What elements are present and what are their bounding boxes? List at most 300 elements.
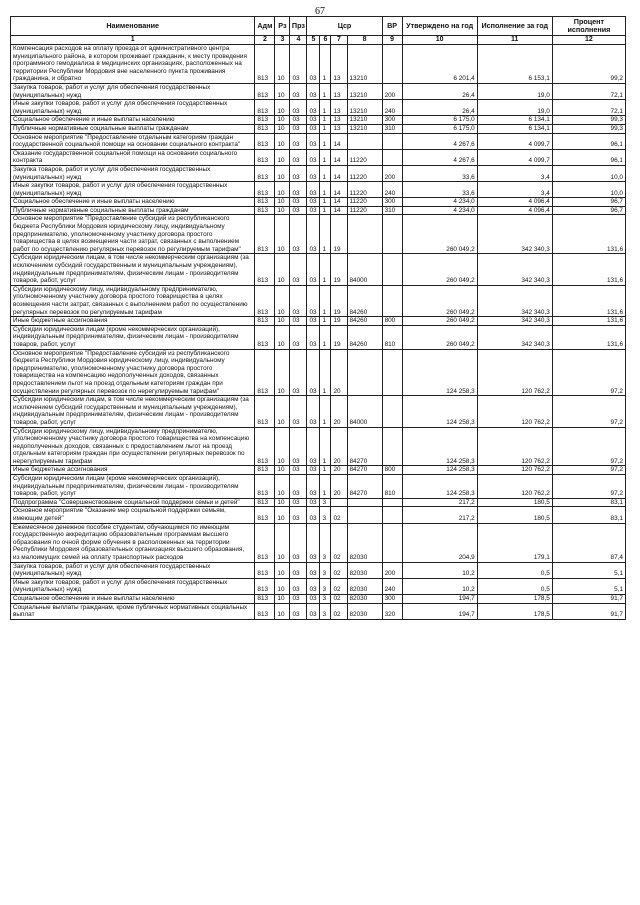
csr-program-code: 03 bbox=[307, 317, 320, 326]
adm-code: 813 bbox=[255, 475, 275, 499]
approved-amount: 10,2 bbox=[402, 562, 477, 578]
csr-subprogram-code: 1 bbox=[320, 285, 331, 316]
rz-code: 10 bbox=[275, 116, 290, 125]
csr-direction-code: 82030 bbox=[347, 562, 382, 578]
vr-code bbox=[382, 149, 402, 165]
csr-event-code bbox=[331, 498, 347, 507]
csr-program-code: 03 bbox=[307, 100, 320, 116]
adm-code: 813 bbox=[255, 603, 275, 619]
row-name: Субсидии юридическому лицу, индивидуальному предпринимателю, уполномоченному участнику договора простого товарищества в целях возмещения части затрат, связанных с выполнением работ по осуществлению регулярных перевозок по регулируемым тарифам bbox=[11, 285, 255, 316]
csr-direction-code bbox=[347, 215, 382, 254]
execution-percent: 96,1 bbox=[552, 149, 625, 165]
rz-code: 10 bbox=[275, 215, 290, 254]
approved-amount: 4 267,6 bbox=[402, 149, 477, 165]
vr-code bbox=[382, 45, 402, 84]
adm-code: 813 bbox=[255, 206, 275, 215]
csr-direction-code bbox=[347, 498, 382, 507]
adm-code: 813 bbox=[255, 317, 275, 326]
vr-code bbox=[382, 215, 402, 254]
csr-event-code: 20 bbox=[331, 349, 347, 396]
adm-code: 813 bbox=[255, 100, 275, 116]
vr-code: 810 bbox=[382, 325, 402, 349]
csr-subprogram-code: 1 bbox=[320, 182, 331, 198]
adm-code: 813 bbox=[255, 507, 275, 523]
row-name: Иные закупки товаров, работ и услуг для обеспечения государственных (муниципальных) нужд bbox=[11, 578, 255, 594]
execution-percent: 131,6 bbox=[552, 215, 625, 254]
approved-amount: 4 267,6 bbox=[402, 133, 477, 149]
prz-code: 03 bbox=[290, 349, 307, 396]
csr-subprogram-code: 1 bbox=[320, 165, 331, 181]
prz-code: 03 bbox=[290, 100, 307, 116]
approved-amount: 194,7 bbox=[402, 594, 477, 603]
csr-direction-code: 11220 bbox=[347, 165, 382, 181]
row-name: Социальное обеспечение и иные выплаты населению bbox=[11, 198, 255, 207]
row-name: Основное мероприятие "Оказание мер социальной поддержки семьям, имеющим детей" bbox=[11, 507, 255, 523]
table-row bbox=[11, 523, 626, 562]
csr-event-code: 19 bbox=[331, 285, 347, 316]
approved-amount: 6 175,0 bbox=[402, 116, 477, 125]
adm-code: 813 bbox=[255, 165, 275, 181]
column-number: 6 bbox=[320, 36, 331, 45]
vr-code bbox=[382, 254, 402, 285]
executed-amount: 4 099,7 bbox=[477, 149, 552, 165]
row-name: Иные закупки товаров, работ и услуг для обеспечения государственных (муниципальных) нужд bbox=[11, 182, 255, 198]
csr-subprogram-code: 1 bbox=[320, 317, 331, 326]
execution-percent: 97,2 bbox=[552, 466, 625, 475]
row-name: Оказание государственной социальной помощи на основании социального контракта bbox=[11, 149, 255, 165]
adm-code: 813 bbox=[255, 182, 275, 198]
executed-amount: 120 762,2 bbox=[477, 349, 552, 396]
table-row bbox=[11, 594, 626, 603]
table-body bbox=[11, 45, 626, 620]
row-name: Основное мероприятие "Предоставление субсидий из республиканского бюджета Республики Мордовия юридическому лицу, индивидуальному предпринимателю, уполномоченному участнику договора простого товарищества в целях возмещения части затрат, связанных с выполнением работ по осуществлению регулярных перевозок по регулируемым тарифам" bbox=[11, 215, 255, 254]
prz-code: 03 bbox=[290, 182, 307, 198]
adm-code: 813 bbox=[255, 45, 275, 84]
header-row bbox=[11, 17, 626, 36]
vr-code bbox=[382, 523, 402, 562]
header-adm: Адм bbox=[255, 17, 275, 36]
execution-percent: 96,1 bbox=[552, 133, 625, 149]
table-row bbox=[11, 325, 626, 349]
adm-code: 813 bbox=[255, 396, 275, 427]
csr-event-code: 19 bbox=[331, 254, 347, 285]
approved-amount: 6 201,4 bbox=[402, 45, 477, 84]
executed-amount: 180,5 bbox=[477, 507, 552, 523]
row-name: Основное мероприятие "Предоставление отдельным категориям граждан государственной социальной помощи на основании социального контракта" bbox=[11, 133, 255, 149]
executed-amount: 120 762,2 bbox=[477, 475, 552, 499]
csr-direction-code: 82030 bbox=[347, 594, 382, 603]
execution-percent: 5,1 bbox=[552, 562, 625, 578]
executed-amount: 179,1 bbox=[477, 523, 552, 562]
prz-code: 03 bbox=[290, 254, 307, 285]
table-row bbox=[11, 45, 626, 84]
column-number: 10 bbox=[402, 36, 477, 45]
table-row bbox=[11, 83, 626, 99]
csr-subprogram-code: 3 bbox=[320, 507, 331, 523]
table-row bbox=[11, 165, 626, 181]
csr-program-code: 03 bbox=[307, 578, 320, 594]
executed-amount: 6 134,1 bbox=[477, 124, 552, 133]
vr-code: 300 bbox=[382, 594, 402, 603]
csr-event-code: 13 bbox=[331, 45, 347, 84]
prz-code: 03 bbox=[290, 562, 307, 578]
approved-amount: 217,2 bbox=[402, 507, 477, 523]
executed-amount: 0,5 bbox=[477, 578, 552, 594]
csr-event-code: 14 bbox=[331, 198, 347, 207]
prz-code: 03 bbox=[290, 116, 307, 125]
execution-percent: 97,2 bbox=[552, 427, 625, 466]
vr-code: 300 bbox=[382, 116, 402, 125]
adm-code: 813 bbox=[255, 578, 275, 594]
rz-code: 10 bbox=[275, 396, 290, 427]
column-number: 2 bbox=[255, 36, 275, 45]
csr-subprogram-code: 1 bbox=[320, 349, 331, 396]
csr-event-code: 02 bbox=[331, 507, 347, 523]
column-number: 7 bbox=[331, 36, 347, 45]
csr-event-code: 14 bbox=[331, 182, 347, 198]
execution-percent: 83,1 bbox=[552, 507, 625, 523]
executed-amount: 178,5 bbox=[477, 594, 552, 603]
csr-subprogram-code: 3 bbox=[320, 498, 331, 507]
table-row bbox=[11, 603, 626, 619]
rz-code: 10 bbox=[275, 133, 290, 149]
csr-subprogram-code: 1 bbox=[320, 100, 331, 116]
csr-direction-code: 13210 bbox=[347, 45, 382, 84]
csr-event-code: 13 bbox=[331, 83, 347, 99]
header-executed: Исполнение за год bbox=[477, 17, 552, 36]
rz-code: 10 bbox=[275, 523, 290, 562]
executed-amount: 342 340,3 bbox=[477, 325, 552, 349]
csr-subprogram-code: 1 bbox=[320, 198, 331, 207]
execution-percent: 97,2 bbox=[552, 475, 625, 499]
execution-percent: 131,6 bbox=[552, 285, 625, 316]
vr-code: 240 bbox=[382, 182, 402, 198]
csr-subprogram-code: 1 bbox=[320, 149, 331, 165]
rz-code: 10 bbox=[275, 349, 290, 396]
prz-code: 03 bbox=[290, 523, 307, 562]
rz-code: 10 bbox=[275, 498, 290, 507]
prz-code: 03 bbox=[290, 285, 307, 316]
rz-code: 10 bbox=[275, 149, 290, 165]
column-number: 5 bbox=[307, 36, 320, 45]
csr-event-code: 14 bbox=[331, 165, 347, 181]
header-rz: Рз bbox=[275, 17, 290, 36]
csr-direction-code: 82030 bbox=[347, 578, 382, 594]
row-name: Иные бюджетные ассигнования bbox=[11, 317, 255, 326]
approved-amount: 260 049,2 bbox=[402, 285, 477, 316]
column-number: 12 bbox=[552, 36, 625, 45]
executed-amount: 4 099,7 bbox=[477, 133, 552, 149]
csr-program-code: 03 bbox=[307, 165, 320, 181]
rz-code: 10 bbox=[275, 254, 290, 285]
csr-direction-code bbox=[347, 133, 382, 149]
executed-amount: 178,5 bbox=[477, 603, 552, 619]
column-number: 4 bbox=[290, 36, 307, 45]
prz-code: 03 bbox=[290, 124, 307, 133]
csr-program-code: 03 bbox=[307, 198, 320, 207]
prz-code: 03 bbox=[290, 427, 307, 466]
csr-program-code: 03 bbox=[307, 594, 320, 603]
vr-code: 300 bbox=[382, 198, 402, 207]
csr-program-code: 03 bbox=[307, 466, 320, 475]
rz-code: 10 bbox=[275, 198, 290, 207]
approved-amount: 33,6 bbox=[402, 182, 477, 198]
csr-program-code: 03 bbox=[307, 215, 320, 254]
execution-percent: 10,0 bbox=[552, 182, 625, 198]
row-name: Публичные нормативные социальные выплаты гражданам bbox=[11, 206, 255, 215]
prz-code: 03 bbox=[290, 165, 307, 181]
executed-amount: 120 762,2 bbox=[477, 466, 552, 475]
rz-code: 10 bbox=[275, 325, 290, 349]
adm-code: 813 bbox=[255, 83, 275, 99]
csr-event-code: 19 bbox=[331, 215, 347, 254]
approved-amount: 260 049,2 bbox=[402, 254, 477, 285]
approved-amount: 124 258,3 bbox=[402, 427, 477, 466]
vr-code: 800 bbox=[382, 317, 402, 326]
rz-code: 10 bbox=[275, 124, 290, 133]
row-name: Иные закупки товаров, работ и услуг для обеспечения государственных (муниципальных) нужд bbox=[11, 100, 255, 116]
csr-event-code: 19 bbox=[331, 317, 347, 326]
vr-code bbox=[382, 507, 402, 523]
csr-direction-code bbox=[347, 507, 382, 523]
csr-program-code: 03 bbox=[307, 475, 320, 499]
executed-amount: 19,0 bbox=[477, 100, 552, 116]
vr-code: 240 bbox=[382, 578, 402, 594]
prz-code: 03 bbox=[290, 475, 307, 499]
csr-program-code: 03 bbox=[307, 83, 320, 99]
csr-program-code: 03 bbox=[307, 206, 320, 215]
csr-event-code: 02 bbox=[331, 562, 347, 578]
header-vr: ВР bbox=[382, 17, 402, 36]
row-name: Субсидии юридическим лицам, в том числе некоммерческим организациям (за исключением субсидий государственным и муниципальным учреждениям), индивидуальным предпринимателям, физическим лицам - производителям товаров, работ, услуг bbox=[11, 254, 255, 285]
csr-event-code: 14 bbox=[331, 149, 347, 165]
csr-direction-code bbox=[347, 349, 382, 396]
executed-amount: 180,5 bbox=[477, 498, 552, 507]
rz-code: 10 bbox=[275, 603, 290, 619]
vr-code bbox=[382, 285, 402, 316]
approved-amount: 26,4 bbox=[402, 83, 477, 99]
execution-percent: 131,6 bbox=[552, 317, 625, 326]
csr-direction-code: 82030 bbox=[347, 603, 382, 619]
csr-subprogram-code: 3 bbox=[320, 562, 331, 578]
row-name: Субсидии юридическим лицам (кроме некоммерческих организаций), индивидуальным предпринимателям, физическим лицам - производителям товаров, работ, услуг bbox=[11, 475, 255, 499]
approved-amount: 217,2 bbox=[402, 498, 477, 507]
header-prz: Прз bbox=[290, 17, 307, 36]
csr-program-code: 03 bbox=[307, 349, 320, 396]
row-name: Субсидии юридическим лицам, в том числе некоммерческим организациям (за исключением субсидий государственным и муниципальным учреждениям), индивидуальным предпринимателям, физическим лицам - производителям товаров, работ, услуг bbox=[11, 396, 255, 427]
prz-code: 03 bbox=[290, 466, 307, 475]
prz-code: 03 bbox=[290, 206, 307, 215]
executed-amount: 0,5 bbox=[477, 562, 552, 578]
adm-code: 813 bbox=[255, 133, 275, 149]
csr-direction-code: 84270 bbox=[347, 475, 382, 499]
prz-code: 03 bbox=[290, 325, 307, 349]
executed-amount: 342 340,3 bbox=[477, 317, 552, 326]
approved-amount: 10,2 bbox=[402, 578, 477, 594]
csr-program-code: 03 bbox=[307, 285, 320, 316]
csr-event-code: 20 bbox=[331, 396, 347, 427]
column-number: 3 bbox=[275, 36, 290, 45]
table-row bbox=[11, 116, 626, 125]
csr-direction-code: 13210 bbox=[347, 124, 382, 133]
execution-percent: 83,1 bbox=[552, 498, 625, 507]
rz-code: 10 bbox=[275, 578, 290, 594]
prz-code: 03 bbox=[290, 45, 307, 84]
csr-direction-code: 84260 bbox=[347, 285, 382, 316]
approved-amount: 260 049,2 bbox=[402, 317, 477, 326]
row-name: Социальное обеспечение и иные выплаты населению bbox=[11, 116, 255, 125]
csr-event-code: 02 bbox=[331, 603, 347, 619]
csr-event-code: 20 bbox=[331, 427, 347, 466]
approved-amount: 204,9 bbox=[402, 523, 477, 562]
row-name: Субсидии юридическому лицу, индивидуальному предпринимателю, уполномоченному участнику договора простого товарищества на компенсацию недополученных доходов, связанных с предоставлением льгот на проезд отдельным категориям граждан при осуществлении регулярных перевозок по нерегулируемым тарифам bbox=[11, 427, 255, 466]
vr-code: 800 bbox=[382, 466, 402, 475]
row-name: Основное мероприятие "Предоставление субсидий из республиканского бюджета Республики Мордовия юридическому лицу, индивидуальному предпринимателю, уполномоченному участнику договора простого товарищества на компенсацию недополученных доходов, связанных предоставлением льгот на проезд отдельным категориям граждан при осуществлении регулярных перевозок по нерегулируемым тарифам" bbox=[11, 349, 255, 396]
approved-amount: 26,4 bbox=[402, 100, 477, 116]
table-row bbox=[11, 215, 626, 254]
adm-code: 813 bbox=[255, 215, 275, 254]
adm-code: 813 bbox=[255, 523, 275, 562]
csr-program-code: 03 bbox=[307, 116, 320, 125]
execution-percent: 99,2 bbox=[552, 45, 625, 84]
executed-amount: 342 340,3 bbox=[477, 285, 552, 316]
csr-event-code: 19 bbox=[331, 325, 347, 349]
rz-code: 10 bbox=[275, 466, 290, 475]
executed-amount: 342 340,3 bbox=[477, 215, 552, 254]
execution-percent: 10,0 bbox=[552, 165, 625, 181]
adm-code: 813 bbox=[255, 325, 275, 349]
rz-code: 10 bbox=[275, 427, 290, 466]
executed-amount: 4 096,4 bbox=[477, 198, 552, 207]
prz-code: 03 bbox=[290, 215, 307, 254]
csr-subprogram-code: 3 bbox=[320, 578, 331, 594]
csr-program-code: 03 bbox=[307, 325, 320, 349]
csr-subprogram-code: 3 bbox=[320, 603, 331, 619]
executed-amount: 120 762,2 bbox=[477, 396, 552, 427]
csr-event-code: 20 bbox=[331, 475, 347, 499]
execution-percent: 97,2 bbox=[552, 349, 625, 396]
rz-code: 10 bbox=[275, 285, 290, 316]
csr-subprogram-code: 1 bbox=[320, 215, 331, 254]
prz-code: 03 bbox=[290, 578, 307, 594]
csr-event-code: 20 bbox=[331, 466, 347, 475]
approved-amount: 124 258,3 bbox=[402, 349, 477, 396]
table-row bbox=[11, 254, 626, 285]
table-row bbox=[11, 498, 626, 507]
row-name: Закупка товаров, работ и услуг для обеспечения государственных (муниципальных) нужд bbox=[11, 562, 255, 578]
prz-code: 03 bbox=[290, 498, 307, 507]
prz-code: 03 bbox=[290, 594, 307, 603]
table-row bbox=[11, 285, 626, 316]
csr-subprogram-code: 1 bbox=[320, 475, 331, 499]
csr-program-code: 03 bbox=[307, 254, 320, 285]
vr-code: 320 bbox=[382, 603, 402, 619]
csr-program-code: 03 bbox=[307, 523, 320, 562]
execution-percent: 131,6 bbox=[552, 325, 625, 349]
header-approved: Утверждено на год bbox=[402, 17, 477, 36]
adm-code: 813 bbox=[255, 498, 275, 507]
adm-code: 813 bbox=[255, 254, 275, 285]
table-row bbox=[11, 427, 626, 466]
prz-code: 03 bbox=[290, 83, 307, 99]
approved-amount: 124 258,3 bbox=[402, 466, 477, 475]
csr-direction-code: 13210 bbox=[347, 116, 382, 125]
execution-percent: 96,7 bbox=[552, 198, 625, 207]
rz-code: 10 bbox=[275, 165, 290, 181]
prz-code: 03 bbox=[290, 317, 307, 326]
csr-subprogram-code: 1 bbox=[320, 124, 331, 133]
vr-code bbox=[382, 498, 402, 507]
executed-amount: 4 096,4 bbox=[477, 206, 552, 215]
csr-program-code: 03 bbox=[307, 182, 320, 198]
csr-direction-code: 84260 bbox=[347, 325, 382, 349]
approved-amount: 33,6 bbox=[402, 165, 477, 181]
execution-percent: 99,3 bbox=[552, 116, 625, 125]
header-csr: Цср bbox=[307, 17, 382, 36]
approved-amount: 4 234,0 bbox=[402, 206, 477, 215]
rz-code: 10 bbox=[275, 475, 290, 499]
column-number: 11 bbox=[477, 36, 552, 45]
adm-code: 813 bbox=[255, 124, 275, 133]
execution-percent: 131,6 bbox=[552, 254, 625, 285]
rz-code: 10 bbox=[275, 100, 290, 116]
adm-code: 813 bbox=[255, 562, 275, 578]
vr-code bbox=[382, 349, 402, 396]
csr-program-code: 03 bbox=[307, 427, 320, 466]
approved-amount: 6 175,0 bbox=[402, 124, 477, 133]
csr-subprogram-code: 1 bbox=[320, 83, 331, 99]
csr-direction-code: 11220 bbox=[347, 206, 382, 215]
table-row bbox=[11, 562, 626, 578]
csr-direction-code: 13210 bbox=[347, 100, 382, 116]
adm-code: 813 bbox=[255, 349, 275, 396]
rz-code: 10 bbox=[275, 83, 290, 99]
row-name: Подпрограмма "Совершенствование социальной поддержки семьи и детей" bbox=[11, 498, 255, 507]
csr-direction-code: 11220 bbox=[347, 149, 382, 165]
csr-subprogram-code: 1 bbox=[320, 254, 331, 285]
table-row bbox=[11, 578, 626, 594]
execution-percent: 72,1 bbox=[552, 83, 625, 99]
approved-amount: 124 258,3 bbox=[402, 396, 477, 427]
row-name: Иные бюджетные ассигнования bbox=[11, 466, 255, 475]
adm-code: 813 bbox=[255, 116, 275, 125]
csr-program-code: 03 bbox=[307, 149, 320, 165]
table-row bbox=[11, 507, 626, 523]
table-row bbox=[11, 198, 626, 207]
header-name: Наименование bbox=[11, 17, 255, 36]
csr-direction-code: 13210 bbox=[347, 83, 382, 99]
csr-program-code: 03 bbox=[307, 133, 320, 149]
rz-code: 10 bbox=[275, 182, 290, 198]
csr-program-code: 03 bbox=[307, 562, 320, 578]
executed-amount: 120 762,2 bbox=[477, 427, 552, 466]
column-number: 9 bbox=[382, 36, 402, 45]
row-name: Социальное обеспечение и иные выплаты населению bbox=[11, 594, 255, 603]
csr-program-code: 03 bbox=[307, 396, 320, 427]
table-row bbox=[11, 133, 626, 149]
prz-code: 03 bbox=[290, 396, 307, 427]
execution-percent: 91,7 bbox=[552, 594, 625, 603]
column-number-row bbox=[11, 36, 626, 45]
csr-event-code: 14 bbox=[331, 206, 347, 215]
approved-amount: 194,7 bbox=[402, 603, 477, 619]
row-name: Компенсация расходов на оплату проезда от административного центра муниципального района, в котором проживает гражданин, к месту проведения программного гемодиализа в медицинских организациях, расположенных на территории Республики Мордовия вне населенного пункта проживания гражданина, и обратно bbox=[11, 45, 255, 84]
csr-program-code: 03 bbox=[307, 507, 320, 523]
prz-code: 03 bbox=[290, 507, 307, 523]
table-row bbox=[11, 206, 626, 215]
row-name: Закупка товаров, работ и услуг для обеспечения государственных (муниципальных) нужд bbox=[11, 165, 255, 181]
csr-event-code: 14 bbox=[331, 133, 347, 149]
